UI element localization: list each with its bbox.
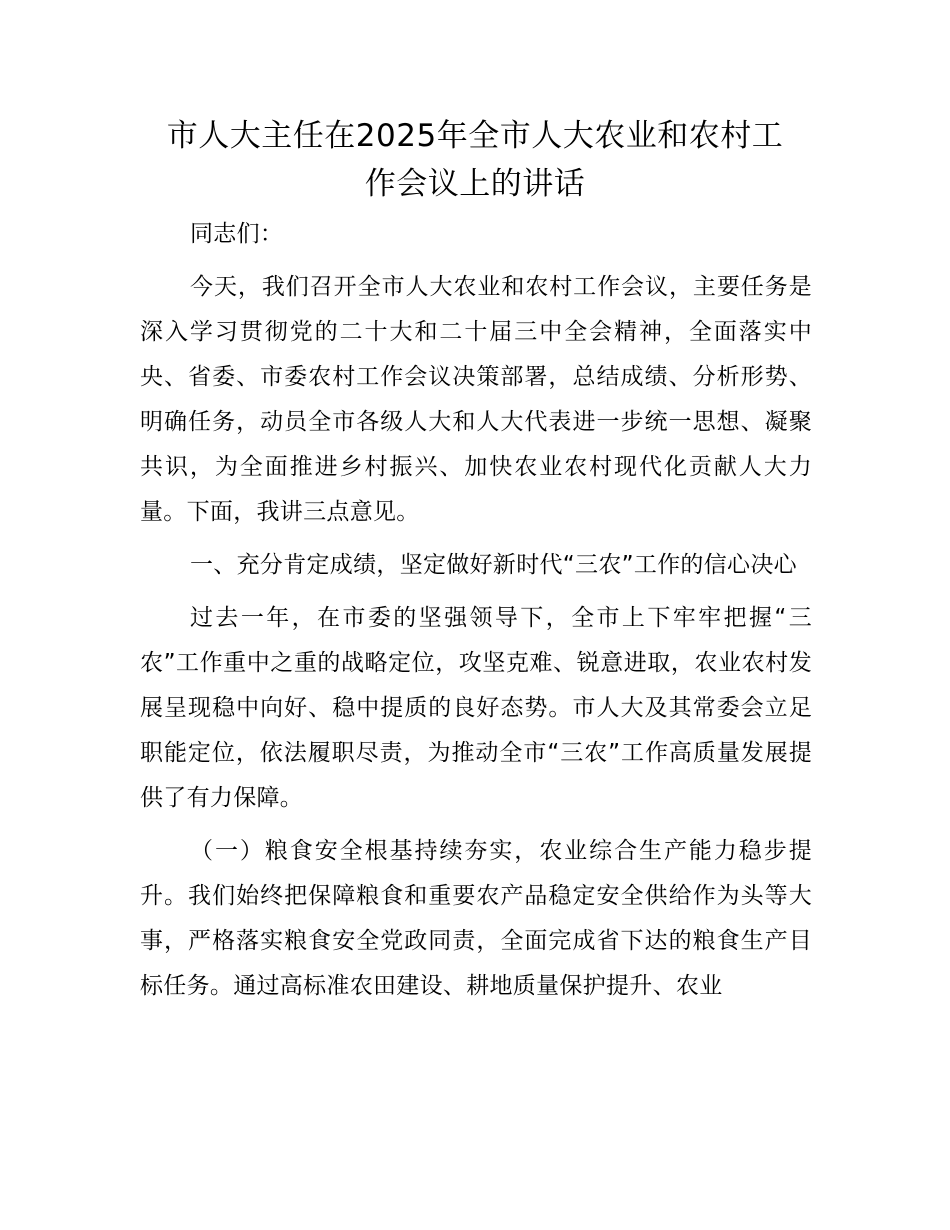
- paragraph-food-security: （一）粮食安全根基持续夯实，农业综合生产能力稳步提升。我们始终把保障粮食和重要农产品稳定安全供给作为头等大事，严格落实粮食安全党政同责，全面完成省下达的粮食生产目标任务。通过高标准农田建设、耕地质量保护提升、农业: [140, 838, 812, 999]
- paragraph-intro: 今天，我们召开全市人大农业和农村工作会议，主要任务是深入学习贯彻党的二十大和二十届三中全会精神，全面落实中央、省委、市委农村工作会议决策部署，总结成绩、分析形势、明确任务，动员全市各级人大和人大代表进一步统一思想、凝聚共识，为全面推进乡村振兴、加快农业农村现代化贡献人大力量。下面，我讲三点意见。: [140, 274, 812, 525]
- paragraph-review: 过去一年，在市委的坚强领导下，全市上下牢牢把握“三农”工作重中之重的战略定位，攻坚克难、锐意进取，农业农村发展呈现稳中向好、稳中提质的良好态势。市人大及其常委会立足职能定位，依法履职尽责，为推动全市“三农”工作高质量发展提供了有力保障。: [140, 605, 812, 811]
- greeting: 同志们：: [190, 221, 284, 247]
- title-line-2: 作会议上的讲话: [364, 166, 586, 202]
- title-line-1: 市人大主任在2025年全市人大农业和农村工: [166, 118, 784, 154]
- document-body: [140, 212, 812, 1017]
- document-title: [140, 112, 810, 208]
- section-heading-1: 一、充分肯定成绩，坚定做好新时代“三农”工作的信心决心: [190, 552, 797, 578]
